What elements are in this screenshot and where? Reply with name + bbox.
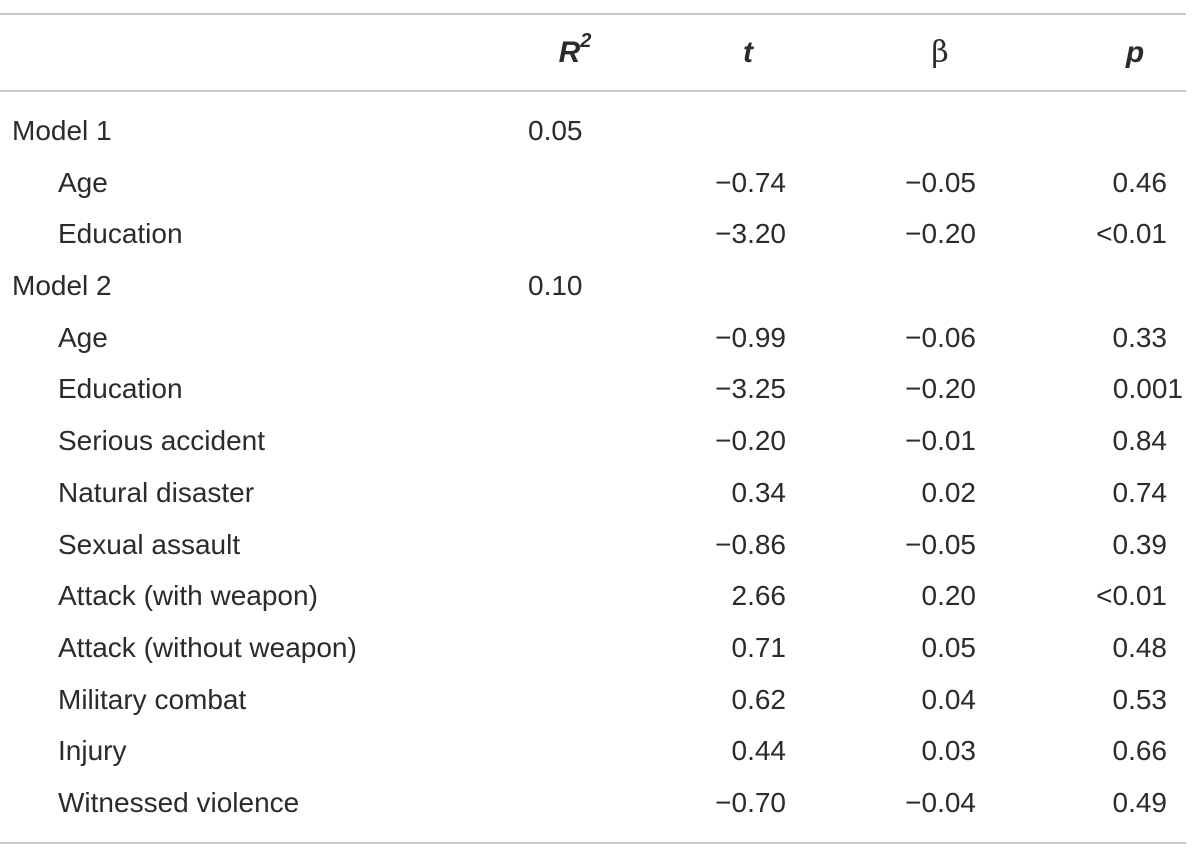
table-row bbox=[0, 260, 1200, 312]
row-beta: −0.04 bbox=[905, 786, 976, 818]
header-beta: β bbox=[931, 35, 949, 70]
table-row bbox=[0, 725, 1200, 777]
row-label: Military combat bbox=[58, 683, 247, 715]
table-row bbox=[0, 105, 1200, 157]
table-row bbox=[0, 519, 1200, 571]
header-r2-base: R bbox=[558, 36, 581, 69]
row-label: Education bbox=[58, 218, 183, 250]
table-header bbox=[0, 28, 1200, 78]
row-label: Age bbox=[58, 166, 108, 198]
row-r2: 0.05 bbox=[528, 115, 583, 146]
row-beta: −0.06 bbox=[905, 321, 976, 353]
header-p: p bbox=[1125, 36, 1145, 69]
row-p: 0.33 bbox=[1112, 321, 1167, 353]
row-t: −0.99 bbox=[715, 321, 786, 353]
row-label: Age bbox=[58, 321, 108, 353]
table-row bbox=[0, 674, 1200, 726]
row-label: Natural disaster bbox=[58, 476, 255, 508]
row-p: <0.01 bbox=[1096, 218, 1167, 250]
row-label: Attack (with weapon) bbox=[58, 580, 318, 612]
row-t: −0.70 bbox=[715, 786, 786, 818]
row-p: 0.001 bbox=[1112, 373, 1183, 405]
row-p: 0.53 bbox=[1112, 683, 1167, 715]
row-p: 0.46 bbox=[1112, 166, 1167, 198]
row-p: 0.48 bbox=[1112, 631, 1167, 663]
row-t: −3.25 bbox=[715, 373, 786, 405]
row-beta: −0.20 bbox=[905, 373, 976, 405]
row-p: 0.49 bbox=[1112, 786, 1167, 818]
row-t: −0.20 bbox=[715, 425, 786, 457]
row-label: Model 2 bbox=[12, 270, 112, 302]
table-body bbox=[0, 105, 1200, 829]
row-t: 0.34 bbox=[731, 476, 786, 508]
row-label: Injury bbox=[58, 735, 127, 767]
row-beta: 0.03 bbox=[921, 735, 976, 767]
row-beta: 0.20 bbox=[921, 580, 976, 612]
row-beta: −0.01 bbox=[905, 425, 976, 457]
table-row bbox=[0, 157, 1200, 209]
row-t: 2.66 bbox=[731, 580, 786, 612]
row-beta: −0.20 bbox=[905, 218, 976, 250]
row-t: 0.62 bbox=[731, 683, 786, 715]
row-label: Attack (without weapon) bbox=[58, 631, 357, 663]
header-r2-superscript: 2 bbox=[580, 30, 592, 52]
row-beta: 0.05 bbox=[921, 631, 976, 663]
row-t: −3.20 bbox=[715, 218, 786, 250]
row-r2: 0.10 bbox=[528, 270, 583, 302]
table-top-rule bbox=[0, 13, 1186, 15]
row-beta: −0.05 bbox=[905, 166, 976, 198]
table-row bbox=[0, 415, 1200, 467]
table-row bbox=[0, 570, 1200, 622]
table-bottom-rule bbox=[0, 842, 1186, 844]
table-row bbox=[0, 312, 1200, 364]
table-row bbox=[0, 208, 1200, 260]
row-t: 0.71 bbox=[731, 631, 786, 663]
row-p: 0.74 bbox=[1112, 476, 1167, 508]
table-row bbox=[0, 467, 1200, 519]
row-beta: −0.05 bbox=[905, 528, 976, 560]
row-label: Education bbox=[58, 373, 183, 405]
row-p: 0.39 bbox=[1112, 528, 1167, 560]
header-r2 bbox=[540, 28, 610, 78]
row-label: Serious accident bbox=[58, 425, 266, 457]
table-row bbox=[0, 622, 1200, 674]
row-label: Model 1 bbox=[12, 115, 112, 146]
table-row bbox=[0, 363, 1200, 415]
row-beta: 0.02 bbox=[921, 476, 976, 508]
row-label: Witnessed violence bbox=[58, 786, 300, 818]
row-t: −0.86 bbox=[715, 528, 786, 560]
row-p: 0.66 bbox=[1112, 735, 1167, 767]
row-t: −0.74 bbox=[715, 166, 786, 198]
row-label: Sexual assault bbox=[58, 528, 241, 560]
row-p: 0.84 bbox=[1112, 425, 1167, 457]
row-t: 0.44 bbox=[731, 735, 786, 767]
row-p: <0.01 bbox=[1096, 580, 1167, 612]
header-separator-rule bbox=[0, 90, 1186, 92]
table-row bbox=[0, 777, 1200, 829]
row-beta: 0.04 bbox=[921, 683, 976, 715]
header-t: t bbox=[743, 36, 753, 69]
